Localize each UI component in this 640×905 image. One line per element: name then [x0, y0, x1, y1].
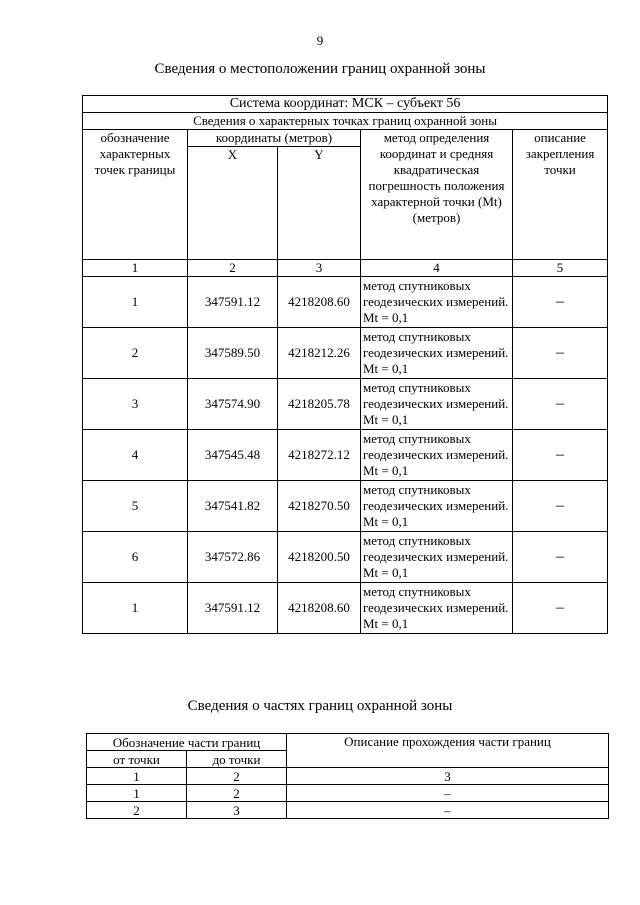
to-point: 3 [187, 802, 287, 819]
col-number: 3 [278, 260, 361, 277]
table-row [83, 328, 608, 379]
part-description: – [287, 785, 609, 802]
method-text: метод спутниковых геодезических измерений. Mt = 0,1 [361, 481, 513, 532]
x-value: 347574.90 [188, 379, 278, 430]
to-point: 2 [187, 768, 287, 785]
section-title-boundaries: Сведения о местоположении границ охранной зоны [154, 61, 486, 77]
from-point: 1 [87, 768, 187, 785]
point-id: 3 [83, 379, 188, 430]
point-id: 6 [83, 532, 188, 583]
table-row [87, 785, 609, 802]
table-row [83, 532, 608, 583]
header-y: Y [278, 147, 361, 260]
col-number: 5 [513, 260, 608, 277]
header-x: X [188, 147, 278, 260]
header-point-designation: обозначение характерных точек границы [83, 130, 188, 260]
method-text: метод спутниковых геодезических измерений. Mt = 0,1 [361, 532, 513, 583]
x-value: 347545.48 [188, 430, 278, 481]
y-value: 4218200.50 [278, 532, 361, 583]
header-from-point: от точки [87, 751, 187, 768]
to-point: 2 [187, 785, 287, 802]
x-value: 347572.86 [188, 532, 278, 583]
table-row [83, 277, 608, 328]
header-fixation-description: описание закрепления точки [513, 130, 608, 260]
col-number: 1 [83, 260, 188, 277]
header-part-description: Описание прохождения части границ [287, 734, 609, 768]
fixation-value: – [513, 532, 608, 583]
table-row [83, 430, 608, 481]
coord-system-label: Система координат: МСК – субъект 56 [83, 96, 608, 113]
y-value: 4218270.50 [278, 481, 361, 532]
y-value: 4218208.60 [278, 277, 361, 328]
section-title-parts: Сведения о частях границ охранной зоны [187, 698, 453, 714]
table-row [83, 583, 608, 634]
x-value: 347541.82 [188, 481, 278, 532]
y-value: 4218208.60 [278, 583, 361, 634]
point-id: 2 [83, 328, 188, 379]
x-value: 347591.12 [188, 277, 278, 328]
table-row [87, 802, 609, 819]
header-part-designation: Обозначение части границ [87, 734, 287, 751]
method-text: метод спутниковых геодезических измерений. Mt = 0,1 [361, 430, 513, 481]
table-row [87, 768, 609, 785]
method-text: метод спутниковых геодезических измерений. Mt = 0,1 [361, 328, 513, 379]
method-text: метод спутниковых геодезических измерений. Mt = 0,1 [361, 583, 513, 634]
table-row [83, 379, 608, 430]
table-row [83, 481, 608, 532]
fixation-value: – [513, 583, 608, 634]
fixation-value: – [513, 277, 608, 328]
boundary-parts-table [86, 733, 609, 819]
col-number: 2 [188, 260, 278, 277]
boundary-points-table [82, 95, 608, 634]
header-method: метод определения координат и средняя квадратическая погрешность положения характерной точки (Mt) (метров) [361, 130, 513, 260]
fixation-value: – [513, 379, 608, 430]
y-value: 4218205.78 [278, 379, 361, 430]
from-point: 1 [87, 785, 187, 802]
header-to-point: до точки [187, 751, 287, 768]
x-value: 347591.12 [188, 583, 278, 634]
from-point: 2 [87, 802, 187, 819]
fixation-value: – [513, 430, 608, 481]
method-text: метод спутниковых геодезических измерений. Mt = 0,1 [361, 379, 513, 430]
point-id: 1 [83, 277, 188, 328]
header-coordinates: координаты (метров) [188, 130, 361, 147]
method-text: метод спутниковых геодезических измерений. Mt = 0,1 [361, 277, 513, 328]
point-id: 1 [83, 583, 188, 634]
fixation-value: – [513, 328, 608, 379]
x-value: 347589.50 [188, 328, 278, 379]
y-value: 4218272.12 [278, 430, 361, 481]
table-subtitle: Сведения о характерных точках границ охранной зоны [83, 113, 608, 130]
col-number: 4 [361, 260, 513, 277]
page-number: 9 [316, 33, 324, 48]
fixation-value: – [513, 481, 608, 532]
y-value: 4218212.26 [278, 328, 361, 379]
point-id: 4 [83, 430, 188, 481]
part-description: – [287, 802, 609, 819]
point-id: 5 [83, 481, 188, 532]
part-description: 3 [287, 768, 609, 785]
